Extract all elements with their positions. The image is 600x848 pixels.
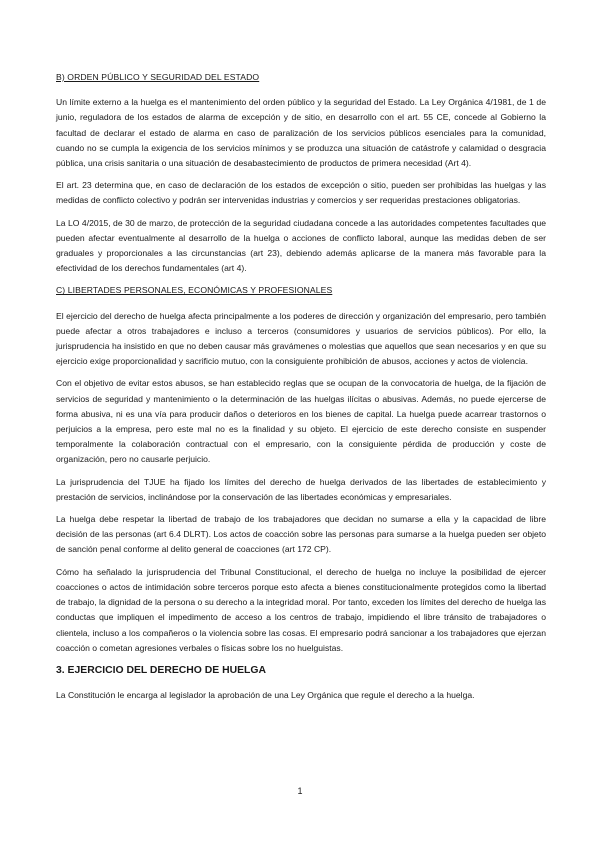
section-3-paragraph-1: La Constitución le encarga al legislador la aprobación de una Ley Orgánica que regule el derecho a la huelga.	[56, 690, 475, 701]
section-c-heading: C) LIBERTADES PERSONALES, ECONÓMICAS Y PROFESIONALES	[56, 285, 333, 296]
section-c-paragraph-1: El ejercicio del derecho de huelga afecta principalmente a los poderes de dirección y organización del empresario, pero también puede afectar a otros trabajadores e incluso a terceros (consumidores y usuarios de servicios públicos). Por ello, la jurisprudencia ha insistido en que no deben causar más gravámenes o molestias que aquellos que sean necesarios y en que su ejercicio exige proporcionalidad y sacrificio mutuo, con la consiguiente prohibición de abusos, acciones y actos de violencia.	[56, 310, 546, 367]
page-number: 1	[297, 786, 303, 796]
section-b-paragraph-2: El art. 23 determina que, en caso de declaración de los estados de excepción o sitio, pueden ser prohibidas las huelgas y las medidas de conflicto colectivo y podrán ser intervenidas industrias y comercios y ser requeridas prestaciones obligatorias.	[56, 180, 546, 206]
section-c-paragraph-4: La huelga debe respetar la libertad de trabajo de los trabajadores que decidan no sumarse a ella y la capacidad de libre decisión de las personas (art 6.4 DLRT). Los actos de coacción sobre las personas para sumarse a la huelga pueden ser objeto de sanción penal conforme al delito general de coacciones (art 172 CP).	[56, 514, 546, 555]
section-c-paragraph-2: Con el objetivo de evitar estos abusos, se han establecido reglas que se ocupan de la convocatoria de huelga, de la fijación de servicios de seguridad y mantenimiento o la determinación de las huelgas ilícitas o abusivas. Además, no puede ejercerse de forma abusiva, ni es una vía para producir daños o deterioros en los bienes de capital. La huelga puede acarrear trastornos o perjuicios a la empresa, pero este mal no es la finalidad y su objeto. El ejercicio de este derecho consiste en suspender temporalmente la colaboración contractual con el empresario, con la consiguiente pérdida de producción y coste de organización, pero no causarle perjuicio.	[56, 378, 546, 465]
section-b-paragraph-3: La LO 4/2015, de 30 de marzo, de protección de la seguridad ciudadana concede a las autoridades competentes facultades que pueden afectar eventualmente al desarrollo de la huelga o acciones de conflicto laboral, aunque las medidas deben de ser graduales y proporcionales a las circunstancias (art 23), debiendo además aplicarse de la manera más favorable para la efectividad de los derechos fundamentales (art 4).	[56, 217, 546, 274]
section-b-heading: B) ORDEN PÚBLICO Y SEGURIDAD DEL ESTADO	[56, 72, 260, 82]
document-body	[56, 70, 546, 710]
section-c-paragraph-3: La jurisprudencia del TJUE ha fijado los límites del derecho de huelga derivados de las libertades de establecimiento y prestación de servicios, inclinándose por la conservación de las libertades económicas y empresariales.	[56, 476, 546, 502]
section-b-paragraph-1: Un límite externo a la huelga es el mantenimiento del orden público y la seguridad del Estado. La Ley Orgánica 4/1981, de 1 de junio, reguladora de los estados de alarma de excepción y de sitio, en desarrollo con el art. 55 CE, concede al Gobierno la facultad de declarar el estado de alarma en caso de paralización de los servicios públicos esenciales para la comunidad, cuando no se cumpla la exigencia de los servicios mínimos y se produzca una situación de catástrofe y calamidad o desgracia pública, una crisis sanitaria o una situación de desabastecimiento de productos de primera necesidad (Art 4).	[56, 97, 546, 169]
section-c-paragraph-5: Cómo ha señalado la jurisprudencia del Tribunal Constitucional, el derecho de huelga no incluye la posibilidad de ejercer coacciones o actos de intimidación sobre terceros porque esto afecta a bienes constitucionalmente protegidos como la libertad de trabajo, la dignidad de la persona o su derecho a la integridad moral. Por tanto, exceden los límites del derecho de huelga las conductas que impliquen el impedimento de acceso a los centros de trabajo, impidiendo el libre tránsito de trabajadores o clientela, incluso a los compañeros o la violencia sobre las cosas. El empresario podrá sancionar a los trabajadores que ejerzan coacción o cometan agresiones verbales o físicas sobre los no huelguistas.	[56, 566, 546, 653]
section-3-heading: 3. EJERCICIO DEL DERECHO DE HUELGA	[56, 664, 266, 676]
